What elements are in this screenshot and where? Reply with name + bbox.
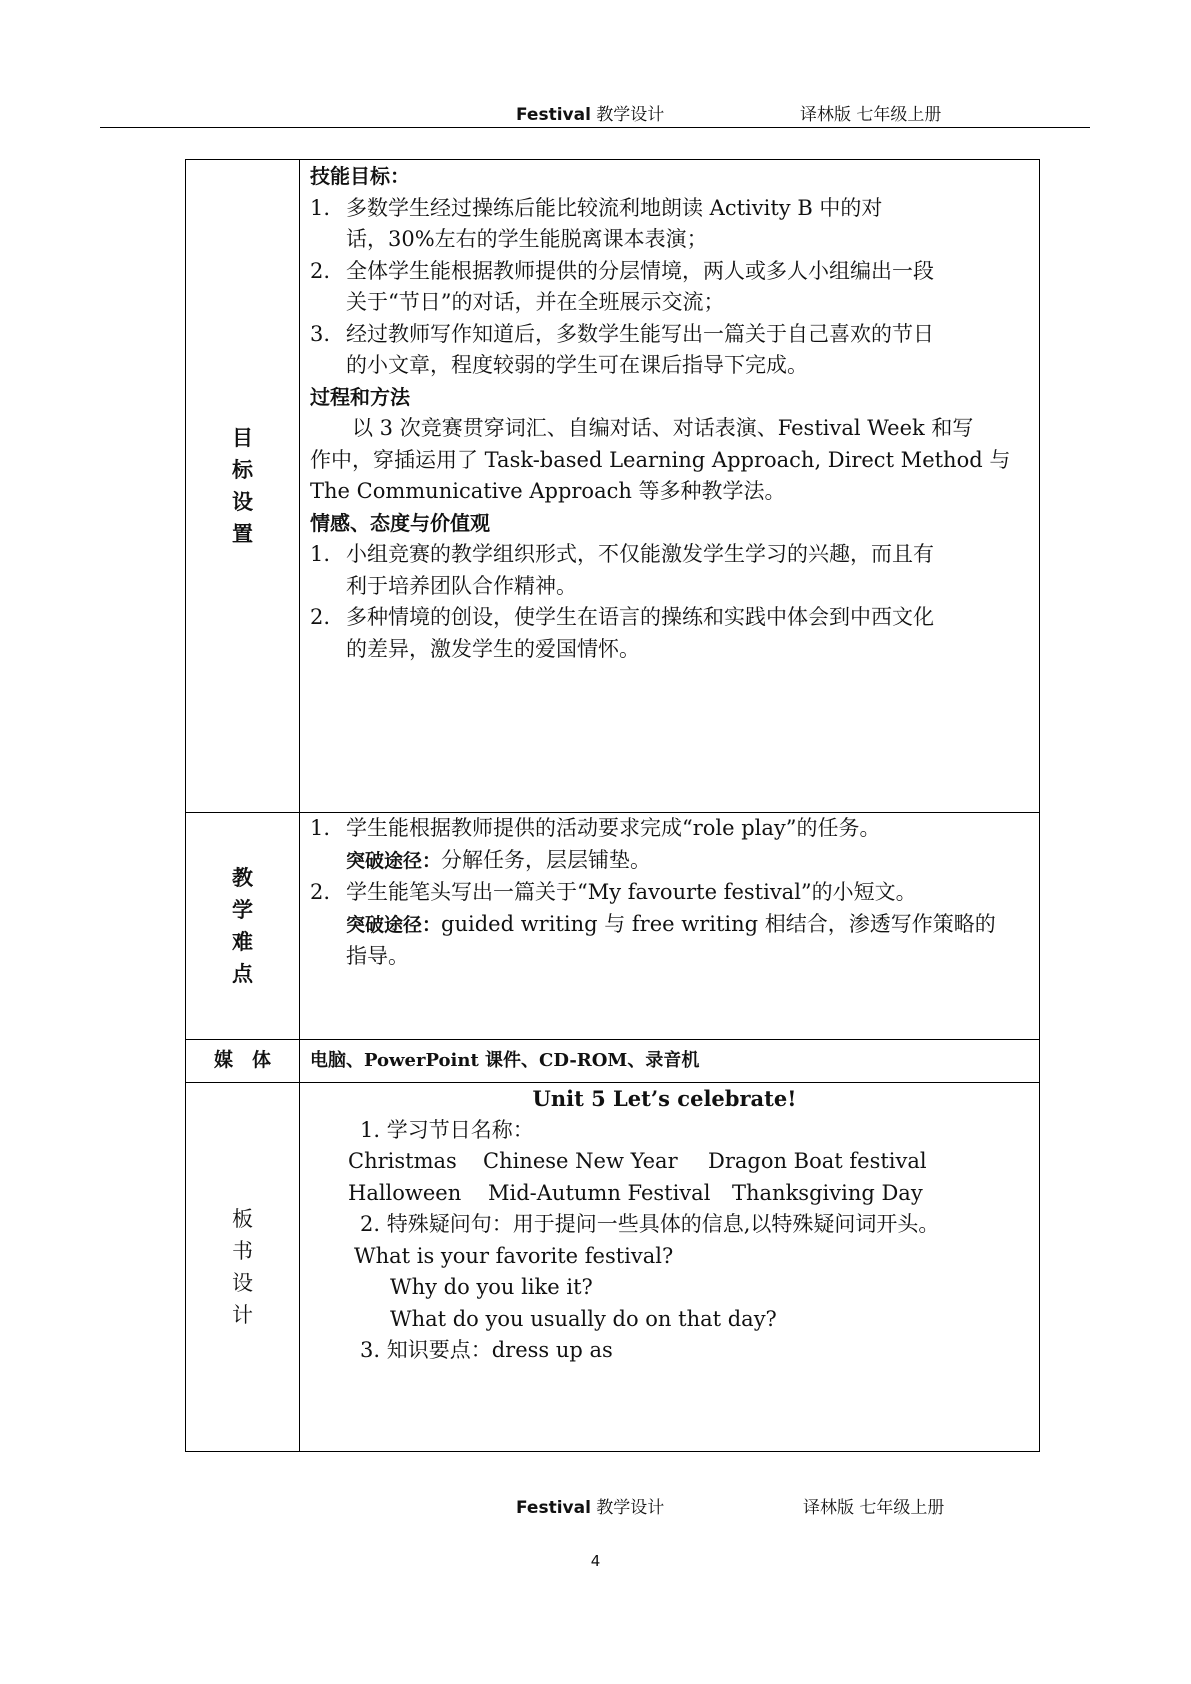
- list-item: 1. 小组竞赛的教学组织形式，不仅能激发学生学习的兴趣，而且有 利于培养团队合作精神。: [310, 542, 934, 598]
- media-label: 媒 体: [186, 1040, 300, 1083]
- festival-row: Halloween Mid-Autumn Festival Thanksgiving Day: [348, 1180, 923, 1205]
- footer-edition: 译林版 七年级上册: [803, 1498, 945, 1518]
- header-title: Festival 教学设计: [516, 105, 665, 125]
- lesson-plan-table: [185, 159, 1040, 1452]
- goals-content: [300, 160, 1040, 813]
- board-title: Unit 5 Let’s celebrate!: [532, 1086, 797, 1111]
- board-content: [300, 1083, 1040, 1452]
- board-point-2: 2. 特殊疑问句：用于提问一些具体的信息,以特殊疑问词开头。: [360, 1212, 940, 1236]
- page-number: 4: [590, 1552, 601, 1570]
- emotion-title: 情感、态度与价值观: [310, 510, 490, 535]
- skill-title: 技能目标：: [310, 164, 410, 188]
- table-row-goals: [186, 160, 1040, 813]
- table-row-media: [186, 1040, 1040, 1083]
- table-row-board: [186, 1083, 1040, 1452]
- list-item: 2. 学生能笔头写出一篇关于“My favourte festival”的小短文。 突破途径：guided writing 与 free writing 相结合，渗透写作策略的 指导。: [310, 880, 996, 968]
- list-item: 2. 全体学生能根据教师提供的分层情境，两人或多人小组编出一段 关于“节日”的对话，并在全班展示交流；: [310, 258, 934, 314]
- difficulty-label: 教 学 难 点: [186, 813, 300, 1040]
- header-rule: [100, 127, 1090, 128]
- list-item: 1. 多数学生经过操练后能比较流利地朗读 Activity B 中的对 话，30%左右的学生能脱离课本表演；: [310, 195, 883, 251]
- list-item: 3. 经过教师写作知道后，多数学生能写出一篇关于自己喜欢的节日 的小文章，程度较弱的学生可在课后指导下完成。: [310, 321, 934, 377]
- table-row-difficulty: [186, 813, 1040, 1040]
- question: Why do you like it?: [390, 1275, 593, 1299]
- question: What do you usually do on that day?: [390, 1306, 777, 1331]
- difficulty-content: [300, 813, 1040, 1040]
- question: What is your favorite festival?: [354, 1243, 674, 1268]
- list-item: 1. 学生能根据教师提供的活动要求完成“role play”的任务。 突破途径：分解任务，层层铺垫。: [310, 816, 881, 872]
- process-line: The Communicative Approach 等多种教学法。: [310, 479, 786, 503]
- process-title: 过程和方法: [310, 384, 410, 409]
- header-edition: 译林版 七年级上册: [800, 105, 942, 125]
- page-footer: [0, 1493, 1191, 1523]
- process-line: 以 3 次竞赛贯穿词汇、自编对话、对话表演、Festival Week 和写: [352, 416, 974, 440]
- page-header: [0, 100, 1191, 130]
- footer-title: Festival 教学设计: [516, 1498, 665, 1518]
- board-point-1: 1. 学习节日名称：: [360, 1117, 534, 1142]
- board-label: 板 书 设 计: [186, 1083, 300, 1452]
- goals-label: 目 标 设 置: [186, 160, 300, 813]
- board-point-3: 3. 知识要点：dress up as: [360, 1338, 613, 1362]
- process-line: 作中，穿插运用了 Task-based Learning Approach, Direct Method 与: [310, 447, 1011, 472]
- media-content: 电脑、PowerPoint 课件、CD-ROM、录音机: [300, 1040, 1040, 1083]
- list-item: 2. 多种情境的创设，使学生在语言的操练和实践中体会到中西文化 的差异，激发学生的爱国情怀。: [310, 605, 934, 661]
- festival-row: Christmas Chinese New Year Dragon Boat festival: [348, 1149, 927, 1173]
